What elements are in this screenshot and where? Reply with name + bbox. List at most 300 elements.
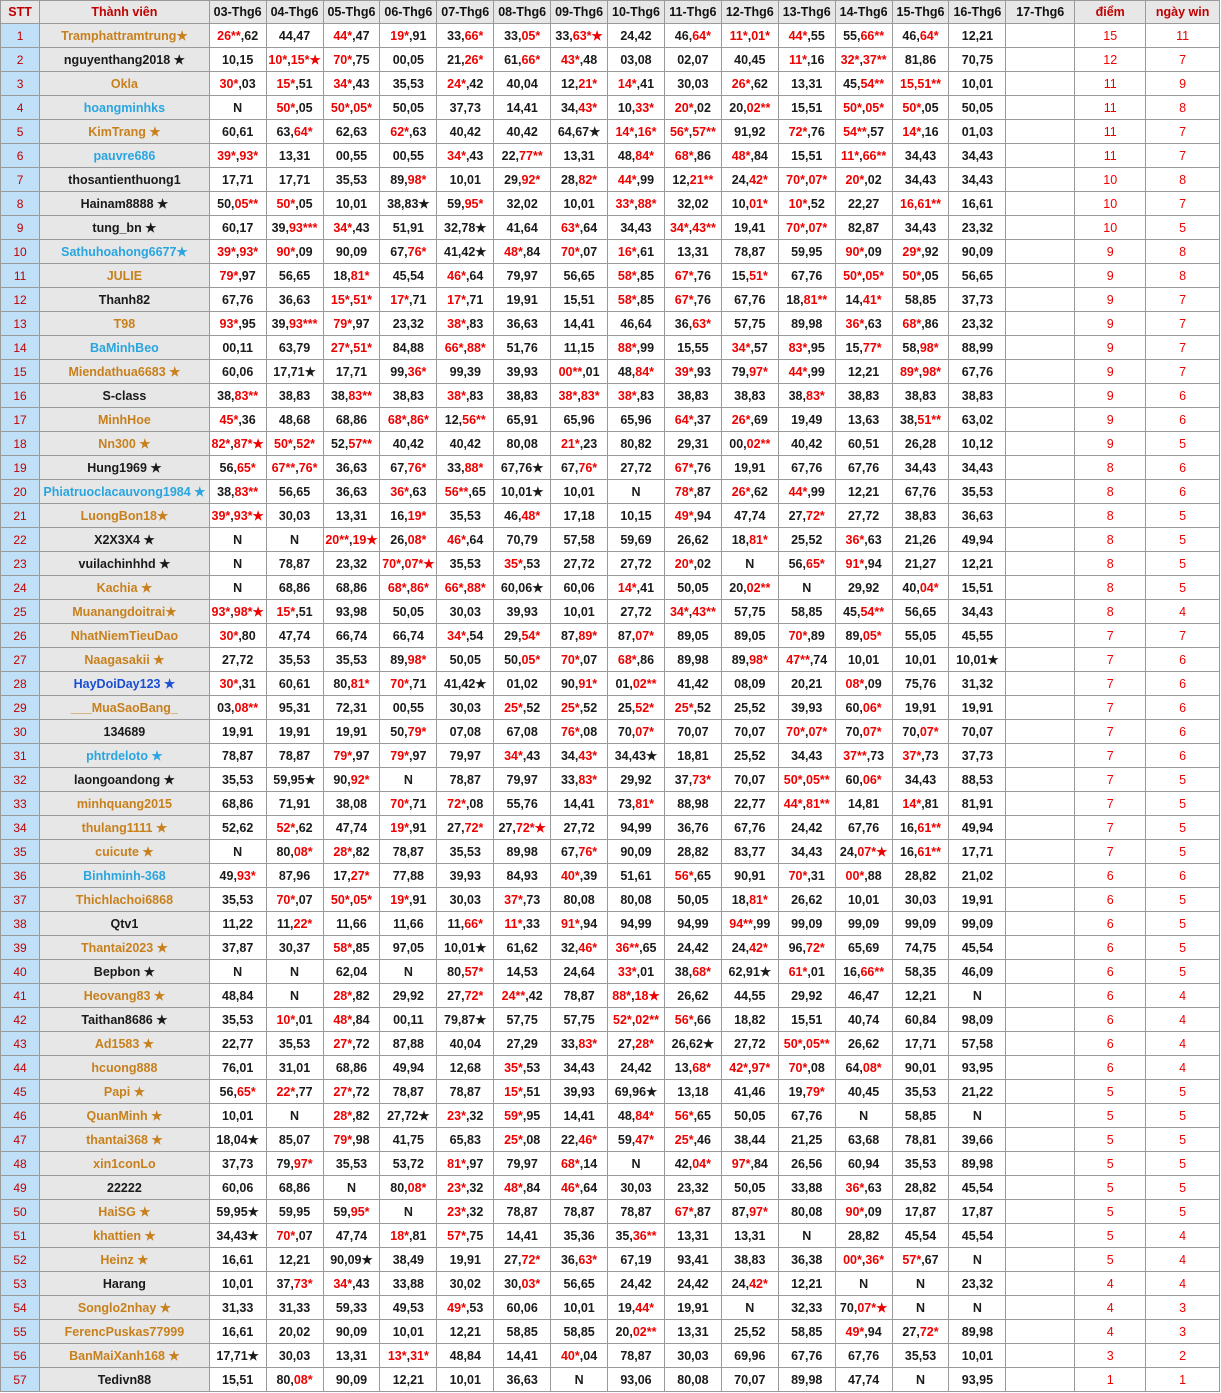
day-prediction-cell: 46,09 [949,960,1006,984]
member-name[interactable]: tung_bn ★ [40,216,210,240]
day-prediction-cell: 74,75 [892,936,949,960]
day-prediction-cell: 30,03 [892,888,949,912]
day-prediction-cell [1006,888,1075,912]
row-number: 46 [1,1104,40,1128]
member-name[interactable]: Nn300 ★ [40,432,210,456]
member-name[interactable]: Thanh82 [40,288,210,312]
member-name[interactable]: Bepbon ★ [40,960,210,984]
day-prediction-cell: 56,65* [209,1080,266,1104]
row-number: 34 [1,816,40,840]
day-prediction-cell: 20,02** [721,96,778,120]
day-prediction-cell: 17,27* [323,864,380,888]
day-prediction-cell: 80,08 [664,1368,721,1392]
day-prediction-cell: 67,76* [551,456,608,480]
win-days-cell: 4 [1146,1056,1220,1080]
row-number: 15 [1,360,40,384]
win-days-cell: 4 [1146,1224,1220,1248]
day-prediction-cell: 07,08 [437,720,494,744]
win-days-cell: 7 [1146,336,1220,360]
member-name[interactable]: Thantai2023 ★ [40,936,210,960]
day-prediction-cell: 16,19* [380,504,437,528]
day-prediction-cell: 28,82 [664,840,721,864]
day-prediction-cell: 30,03 [608,1176,665,1200]
day-prediction-cell: 46,64* [892,24,949,48]
day-prediction-cell: 70,75 [949,48,1006,72]
day-prediction-cell: 59,95* [437,192,494,216]
day-prediction-cell: 22,27 [835,192,892,216]
day-prediction-cell: 10,01 [551,1296,608,1320]
row-number: 20 [1,480,40,504]
day-prediction-cell: 00*,36* [835,1248,892,1272]
day-prediction-cell: 10*,52 [778,192,835,216]
day-prediction-cell: 13,31 [664,240,721,264]
day-prediction-cell: 79*,97 [323,312,380,336]
member-name[interactable]: laongoandong ★ [40,768,210,792]
member-name[interactable]: Heovang83 ★ [40,984,210,1008]
header-date[interactable]: 06-Thg6 [380,1,437,24]
day-prediction-cell: 70*,07 [551,648,608,672]
row-number: 38 [1,912,40,936]
day-prediction-cell: 88*,99 [608,336,665,360]
day-prediction-cell: 50,79* [380,720,437,744]
day-prediction-cell [1006,864,1075,888]
day-prediction-cell: 67,76 [778,264,835,288]
day-prediction-cell: 27,72 [835,504,892,528]
day-prediction-cell: 68,86 [323,408,380,432]
member-name[interactable]: 134689 [40,720,210,744]
day-prediction-cell: 33*,88* [608,192,665,216]
day-prediction-cell: 60,06* [835,696,892,720]
table-row [1,1320,1220,1344]
day-prediction-cell [1006,336,1075,360]
row-number: 11 [1,264,40,288]
day-prediction-cell: 24,42 [778,816,835,840]
day-prediction-cell: 14*,16 [892,120,949,144]
table-row [1,168,1220,192]
day-prediction-cell: 67*,76 [664,456,721,480]
day-prediction-cell: 56*,57** [664,120,721,144]
day-prediction-cell: 56,65 [892,600,949,624]
day-prediction-cell: 35*,53 [494,552,551,576]
member-name[interactable]: thosantienthuong1 [40,168,210,192]
day-prediction-cell: 19,91 [437,1248,494,1272]
member-name[interactable]: Taithan8686 ★ [40,1008,210,1032]
day-prediction-cell: 28,82 [892,864,949,888]
member-name[interactable]: MinhHoe [40,408,210,432]
day-prediction-cell: 34,43* [551,744,608,768]
day-prediction-cell: 58,85 [778,600,835,624]
day-prediction-cell: 43*,48 [551,48,608,72]
row-number: 53 [1,1272,40,1296]
day-prediction-cell: N [778,1224,835,1248]
day-prediction-cell: 36,63 [494,312,551,336]
day-prediction-cell [1006,1272,1075,1296]
day-prediction-cell: 45,54 [892,1224,949,1248]
day-prediction-cell: 27,72* [494,1248,551,1272]
day-prediction-cell: 50,05 [664,888,721,912]
day-prediction-cell: 76,01 [209,1056,266,1080]
day-prediction-cell: 30,03 [664,1344,721,1368]
table-row [1,360,1220,384]
header-date[interactable]: 17-Thg6 [1006,1,1075,24]
day-prediction-cell: 34,43 [949,144,1006,168]
row-number: 1 [1,24,40,48]
day-prediction-cell: 15,51 [778,1008,835,1032]
points-cell: 11 [1075,96,1146,120]
day-prediction-cell: 67,76 [949,360,1006,384]
member-name[interactable]: LuongBon18★ [40,504,210,528]
win-days-cell: 6 [1146,864,1220,888]
day-prediction-cell: 11*,01* [721,24,778,48]
day-prediction-cell: 24*,42 [437,72,494,96]
member-name[interactable]: S-class [40,384,210,408]
day-prediction-cell: 58,85 [551,1320,608,1344]
day-prediction-cell: 89,98 [778,1368,835,1392]
header-win-days[interactable]: ngày win [1146,1,1220,24]
day-prediction-cell: 40,42 [778,432,835,456]
member-name[interactable]: JULIE [40,264,210,288]
points-cell: 6 [1075,1056,1146,1080]
points-cell: 5 [1075,1176,1146,1200]
table-row [1,984,1220,1008]
day-prediction-cell: 88,98 [664,792,721,816]
day-prediction-cell: 60,06 [209,360,266,384]
day-prediction-cell: 42*,97* [721,1056,778,1080]
day-prediction-cell: 26*,62 [721,72,778,96]
points-cell: 7 [1075,768,1146,792]
points-cell: 7 [1075,696,1146,720]
day-prediction-cell: 34*,43 [494,744,551,768]
day-prediction-cell: 28,82 [892,1176,949,1200]
member-name[interactable]: Hainam8888 ★ [40,192,210,216]
day-prediction-cell: 90,09 [949,240,1006,264]
day-prediction-cell: 70,79 [494,528,551,552]
day-prediction-cell: 50,05 [437,648,494,672]
day-prediction-cell: 91,92 [721,120,778,144]
row-number: 54 [1,1296,40,1320]
day-prediction-cell: 25,52 [721,1320,778,1344]
member-name[interactable]: HayDoiDay123 ★ [40,672,210,696]
member-name[interactable]: Phiatruoclacauvong1984 ★ [40,480,210,504]
day-prediction-cell: 62*,63 [380,120,437,144]
member-name[interactable]: Kachia ★ [40,576,210,600]
day-prediction-cell: 33,83* [551,1032,608,1056]
win-days-cell: 5 [1146,216,1220,240]
member-name[interactable]: Miendathua6683 ★ [40,360,210,384]
win-days-cell: 5 [1146,1176,1220,1200]
member-name[interactable]: BaMinhBeo [40,336,210,360]
row-number: 12 [1,288,40,312]
day-prediction-cell: 37,73* [664,768,721,792]
header-stt[interactable]: STT [1,1,40,24]
member-name[interactable]: vuilachinhhd ★ [40,552,210,576]
member-name[interactable]: Tramphattramtrung★ [40,24,210,48]
day-prediction-cell: 60,61 [209,120,266,144]
header-date[interactable]: 15-Thg6 [892,1,949,24]
day-prediction-cell: 29,92 [835,576,892,600]
member-name[interactable]: Ad1583 ★ [40,1032,210,1056]
day-prediction-cell: 50*,05** [778,768,835,792]
day-prediction-cell: 91*,94 [835,552,892,576]
day-prediction-cell: 37*,73 [892,744,949,768]
day-prediction-cell: 34*,43 [323,1272,380,1296]
day-prediction-cell: 10,01 [437,168,494,192]
day-prediction-cell: 78,87 [551,1200,608,1224]
day-prediction-cell: 40,04* [892,576,949,600]
day-prediction-cell: 48,84* [608,360,665,384]
day-prediction-cell: 47**,74 [778,648,835,672]
day-prediction-cell: N [209,960,266,984]
table-row [1,888,1220,912]
member-name[interactable]: Binhminh-368 [40,864,210,888]
header-date[interactable]: 16-Thg6 [949,1,1006,24]
day-prediction-cell [1006,648,1075,672]
day-prediction-cell: 48*,84 [494,1176,551,1200]
day-prediction-cell: 67*,76 [664,264,721,288]
header-date[interactable]: 11-Thg6 [664,1,721,24]
day-prediction-cell [1006,456,1075,480]
day-prediction-cell: 20,02 [266,1320,323,1344]
day-prediction-cell: 57,58 [551,528,608,552]
day-prediction-cell: 13,31 [323,504,380,528]
member-name[interactable]: Songlo2nhay ★ [40,1296,210,1320]
day-prediction-cell: 37,73 [949,288,1006,312]
member-name[interactable]: NhatNiemTieuDao [40,624,210,648]
day-prediction-cell: 29,92 [778,984,835,1008]
member-name[interactable]: KimTrang ★ [40,120,210,144]
day-prediction-cell: 24,42* [721,168,778,192]
member-name[interactable]: xin1conLo [40,1152,210,1176]
day-prediction-cell: 27,28* [608,1032,665,1056]
day-prediction-cell: 10,12 [949,432,1006,456]
day-prediction-cell: 00,05 [380,48,437,72]
day-prediction-cell: 68,86 [266,576,323,600]
win-days-cell: 5 [1146,528,1220,552]
win-days-cell: 5 [1146,792,1220,816]
day-prediction-cell: 82,87 [835,216,892,240]
day-prediction-cell: 48*,84 [323,1008,380,1032]
header-date[interactable]: 03-Thg6 [209,1,266,24]
member-name[interactable]: hcuong888 [40,1056,210,1080]
member-name[interactable]: Muanangdoitrai★ [40,600,210,624]
member-name[interactable]: Qtv1 [40,912,210,936]
day-prediction-cell: 79,97* [266,1152,323,1176]
day-prediction-cell: 19,91 [892,696,949,720]
day-prediction-cell: 25*,52 [494,696,551,720]
day-prediction-cell: 81,91 [949,792,1006,816]
day-prediction-cell: N [949,1104,1006,1128]
table-row [1,1152,1220,1176]
points-cell: 8 [1075,528,1146,552]
member-name[interactable]: cuicute ★ [40,840,210,864]
day-prediction-cell: N [778,576,835,600]
member-name[interactable]: Hung1969 ★ [40,456,210,480]
member-name[interactable]: ___MuaSaoBang_ [40,696,210,720]
header-date[interactable]: 14-Thg6 [835,1,892,24]
day-prediction-cell: 58*,85 [608,288,665,312]
day-prediction-cell: 40*,04 [551,1344,608,1368]
day-prediction-cell: 34,43 [949,168,1006,192]
day-prediction-cell: 56,65* [778,552,835,576]
member-name[interactable]: khattien ★ [40,1224,210,1248]
day-prediction-cell: 48,84* [608,144,665,168]
win-days-cell: 6 [1146,648,1220,672]
day-prediction-cell [1006,744,1075,768]
day-prediction-cell: 89,98* [380,648,437,672]
day-prediction-cell: 15*,51 [494,1080,551,1104]
day-prediction-cell: 47,74 [835,1368,892,1392]
day-prediction-cell: 50,05 [380,96,437,120]
row-number: 14 [1,336,40,360]
day-prediction-cell: 50*,05** [778,1032,835,1056]
header-member[interactable]: Thành viên [40,1,210,24]
member-name[interactable]: phtrdeloto ★ [40,744,210,768]
day-prediction-cell: 90,91* [551,672,608,696]
day-prediction-cell: 41,42 [664,672,721,696]
day-prediction-cell [1006,144,1075,168]
member-name[interactable]: Harang [40,1272,210,1296]
day-prediction-cell: 42,04* [664,1152,721,1176]
day-prediction-cell: 65,69 [835,936,892,960]
day-prediction-cell: 19*,91 [380,24,437,48]
day-prediction-cell: 79,97 [437,744,494,768]
day-prediction-cell: 14*,41 [608,576,665,600]
points-cell: 8 [1075,456,1146,480]
day-prediction-cell: 59,69 [608,528,665,552]
day-prediction-cell: 39*,93* [209,240,266,264]
header-date[interactable]: 09-Thg6 [551,1,608,24]
day-prediction-cell: 39,93 [778,696,835,720]
day-prediction-cell: 10,33* [608,96,665,120]
day-prediction-cell: 49,94 [380,1056,437,1080]
day-prediction-cell: 60,06★ [494,576,551,600]
day-prediction-cell: 48,84 [209,984,266,1008]
day-prediction-cell: 40,45 [721,48,778,72]
day-prediction-cell: 32*,37** [835,48,892,72]
win-days-cell: 5 [1146,840,1220,864]
day-prediction-cell: 13*,31* [380,1344,437,1368]
day-prediction-cell: 17*,71 [437,288,494,312]
day-prediction-cell: 73,81* [608,792,665,816]
day-prediction-cell: 70,07* [835,720,892,744]
member-name[interactable]: minhquang2015 [40,792,210,816]
member-name[interactable]: T98 [40,312,210,336]
day-prediction-cell: 67,76 [835,1344,892,1368]
header-points[interactable]: điểm [1075,1,1146,24]
win-days-cell: 5 [1146,816,1220,840]
day-prediction-cell: 32,33 [778,1296,835,1320]
day-prediction-cell: 61,62 [494,936,551,960]
day-prediction-cell: 59,95 [266,1200,323,1224]
member-name[interactable]: thulang1111 ★ [40,816,210,840]
member-name[interactable]: Okla [40,72,210,96]
day-prediction-cell: 67,76* [380,240,437,264]
day-prediction-cell: 68,86 [323,1056,380,1080]
header-date[interactable]: 05-Thg6 [323,1,380,24]
day-prediction-cell [1006,240,1075,264]
header-date[interactable]: 12-Thg6 [721,1,778,24]
header-date[interactable]: 13-Thg6 [778,1,835,24]
header-date[interactable]: 04-Thg6 [266,1,323,24]
member-name[interactable]: Tedivn88 [40,1368,210,1392]
member-name[interactable]: Thichlachoi6868 [40,888,210,912]
day-prediction-cell: 21*,23 [551,432,608,456]
day-prediction-cell: 38,83** [209,384,266,408]
day-prediction-cell: 10,01 [437,1368,494,1392]
member-name[interactable]: HaiSG ★ [40,1200,210,1224]
day-prediction-cell: 14,41 [551,312,608,336]
day-prediction-cell: 67,76* [380,456,437,480]
day-prediction-cell: 35,53 [437,504,494,528]
win-days-cell: 6 [1146,384,1220,408]
header-date[interactable]: 08-Thg6 [494,1,551,24]
day-prediction-cell: 19*,91 [380,888,437,912]
day-prediction-cell: 70,07* [892,720,949,744]
day-prediction-cell [1006,960,1075,984]
member-name[interactable]: QuanMinh ★ [40,1104,210,1128]
day-prediction-cell: 49*,53 [437,1296,494,1320]
member-name[interactable]: Heinz ★ [40,1248,210,1272]
day-prediction-cell: 34,43* [551,96,608,120]
header-date[interactable]: 07-Thg6 [437,1,494,24]
day-prediction-cell: 67,76 [721,816,778,840]
day-prediction-cell: 17,87 [892,1200,949,1224]
day-prediction-cell [1006,936,1075,960]
day-prediction-cell: 68*,86* [380,408,437,432]
row-number: 17 [1,408,40,432]
member-name[interactable]: BanMaiXanh168 ★ [40,1344,210,1368]
day-prediction-cell: 75,76 [892,672,949,696]
day-prediction-cell: 27,72 [551,816,608,840]
day-prediction-cell: 68*,86* [380,576,437,600]
header-date[interactable]: 10-Thg6 [608,1,665,24]
member-name[interactable]: 22222 [40,1176,210,1200]
member-name[interactable]: nguyenthang2018 ★ [40,48,210,72]
table-row [1,432,1220,456]
day-prediction-cell: 62,63 [323,120,380,144]
member-name[interactable]: pauvre686 [40,144,210,168]
points-cell: 4 [1075,1320,1146,1344]
day-prediction-cell: 35,53 [209,1008,266,1032]
points-cell: 10 [1075,168,1146,192]
table-row [1,696,1220,720]
member-name[interactable]: X2X3X4 ★ [40,528,210,552]
win-days-cell: 6 [1146,672,1220,696]
member-name[interactable]: Papi ★ [40,1080,210,1104]
member-name[interactable]: Naagasakii ★ [40,648,210,672]
day-prediction-cell: 60,51 [835,432,892,456]
member-name[interactable]: hoangminhks [40,96,210,120]
day-prediction-cell: 57*,67 [892,1248,949,1272]
day-prediction-cell: 31,33 [266,1296,323,1320]
member-name[interactable]: FerencPuskas77999 [40,1320,210,1344]
day-prediction-cell: 33,63*★ [551,24,608,48]
day-prediction-cell: N [949,1296,1006,1320]
day-prediction-cell: 22*,77 [266,1080,323,1104]
member-name[interactable]: thantai368 ★ [40,1128,210,1152]
day-prediction-cell: 44*,99 [778,360,835,384]
member-name[interactable]: Sathuhoahong6677★ [40,240,210,264]
day-prediction-cell: 24,42* [721,936,778,960]
day-prediction-cell: 24,42* [721,1272,778,1296]
win-days-cell: 5 [1146,552,1220,576]
day-prediction-cell: 19,91 [949,888,1006,912]
win-days-cell: 8 [1146,96,1220,120]
points-cell: 15 [1075,24,1146,48]
day-prediction-cell: N [721,1296,778,1320]
day-prediction-cell: 89,98 [778,312,835,336]
day-prediction-cell: 29,54* [494,624,551,648]
